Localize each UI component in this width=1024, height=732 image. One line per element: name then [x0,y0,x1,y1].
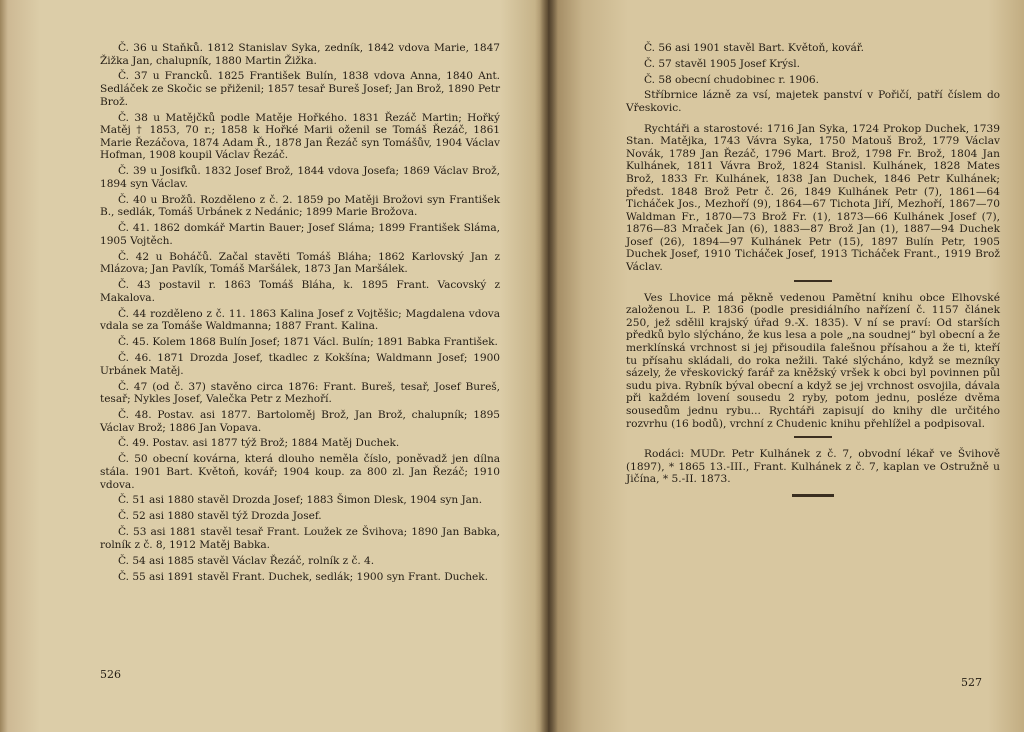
house-entry-36: Č. 36 u Staňků. 1812 Stanislav Syka, zedník, 1842 vdova Marie, 1847 Žižka Jan, chalupník, 1880 Martin Žižka. [100,42,500,67]
house-entry-54: Č. 54 asi 1885 stavěl Václav Řezáč, rolník z č. 4. [118,554,375,567]
house-entry-45: Č. 45. Kolem 1868 Bulín Josef; 1871 Václ. Bulín; 1891 Babka František. [118,336,498,349]
house-entry-50: Č. 50 obecní kovárna, která dlouho neměla číslo, poněvadž jen dílna stála. 1901 Bart. Květoň, kovář; 1904 koup. za 800 zl. Jan Řezáč; 1910 vdova. [100,453,500,491]
house-entry-46: Č. 46. 1871 Drozda Josef, tkadlec z Kokšína; Waldmann Josef; 1900 Urbánek Matěj. [100,352,500,377]
house-entry-55: Č. 55 asi 1891 stavěl Frant. Duchek, sedlák; 1900 syn Frant. Duchek. [118,570,488,583]
house-entry-53: Č. 53 asi 1881 stavěl tesař Frant. Loužek ze Švihova; 1890 Jan Babka, rolník z č. 8, 1912 Matěj Babka. [100,526,500,551]
house-entry-58: Č. 58 obecní chudobinec r. 1906. [644,73,819,86]
house-entry-56: Č. 56 asi 1901 stavěl Bart. Květoň, kovář. [644,42,864,54]
house-entry-49: Č. 49. Postav. asi 1877 týž Brož; 1884 Matěj Duchek. [118,437,400,450]
house-entry-43: Č. 43 postavil r. 1863 Tomáš Bláha, k. 1895 Frant. Vacovský z Makalova. [100,279,500,304]
house-entry-37: Č. 37 u Francků. 1825 František Bulín, 1838 vdova Anna, 1840 Ant. Sedláček ze Skočic se přiženil; 1857 tesař Bureš Josef; Jan Brož, 1890 Petr Brož. [100,70,500,108]
house-entry-47: Č. 47 (od č. 37) stavěno circa 1876: Frant. Bureš, tesař, Josef Bureš, tesař; Nykles Josef, Valečka Petr z Mezhoří. [100,380,500,406]
house-entry-57: Č. 57 stavěl 1905 Josef Krýsl. [644,57,800,70]
section-divider [794,280,832,282]
page-number-left: 526 [100,668,121,681]
right-page [548,0,1024,732]
chronicle-paragraph: Ves Lhovice má pěkně vedenou Pamětní knihu obce Elhovské založenou L. P. 1836 (podle presidiálního nařízení č. 1157 článek 250, jež sdělil krajský úřad 9.-X. 1835). V ní se praví: Od starších předků bylo slýcháno, že kus lesa a pole „na soudnej“ byl obecní a že merklínská vrchnost si jej přisoudila falešnou přísahou a že ti, kteří tu přísahu skládali, do roka nežili. Také slýcháno, když se mezníky sázely, že vřeskovický farář za kněžský vršek k obci byl povinnen půl sudu piva. Rybník býval obecní a když se jej vrchnost osvojila, dávala při každém lovení sousedu 2 ryby, potom jednu, posléze dvěma sousedům jednu rybu... Rychtáři zapisují do knihy dle určitého rozvrhu (16 bodů), vrchní z Chudenic knihu přehlížel a podpisoval. [626,291,1000,430]
mayors-paragraph: Rychtáři a starostové: 1716 Jan Syka, 1724 Prokop Duchek, 1739 Stan. Matějka, 1743 Vávra Syka, 1750 Matouš Brož, 1779 Václav Novák, 1789 Jan Řezáč, 1796 Mart. Brož, 1798 Fr. Brož, 1804 Jan Kulhánek, 1811 Vávra Brož, 1824 Stanisl. Kulhánek, 1828 Mates Brož, 1833 Fr. Kulhánek, 1838 Jan Duchek, 1846 Petr Kulhánek; předst. 1848 Brož Petr č. 26, 1849 Kulhánek Petr (7), 1861—64 Ticháček Jos., Mezhoří (9), 1864—67 Tichota Jiří, Mezhoří, 1867—70 Waldman Fr., 1870—73 Brož Fr. (1), 1873—66 Kulhánek Josef (7), 1876—83 Mraček Jan (6), 1883—87 Brož Jan (1), 1887—94 Duchek Josef (26), 1894—97 Kulhánek Petr (15), 1897 Bulín Petr, 1905 Duchek Josef, 1910 Ticháček Josef, 1913 Ticháček Frant., 1919 Brož Václav. [626,122,1000,274]
house-entry-51: Č. 51 asi 1880 stavěl Drozda Josef; 1883 Šimon Dlesk, 1904 syn Jan. [118,494,483,507]
house-entry-52: Č. 52 asi 1880 stavěl týž Drozda Josef. [118,510,322,523]
book-gutter [540,0,558,732]
section-divider [792,494,834,497]
house-entry-40: Č. 40 u Brožů. Rozděleno z č. 2. 1859 po Matěji Brožovi syn František B., sedlák, Tomáš Urbánek z Nedánic; 1899 Marie Brožova. [100,193,500,219]
house-entry-48: Č. 48. Postav. asi 1877. Bartoloměj Brož, Jan Brož, chalupník; 1895 Václav Brož; 1886 Jan Vopava. [100,409,500,434]
house-entry-41: Č. 41. 1862 domkář Martin Bauer; Josef Sláma; 1899 František Sláma, 1905 Vojtěch. [100,222,500,247]
house-entry-44: Č. 44 rozděleno z č. 11. 1863 Kalina Josef z Vojtěšic; Magdalena vdova vdala se za Tomáše Waldmanna; 1887 Frant. Kalina. [100,307,500,333]
natives-paragraph: Rodáci: MUDr. Petr Kulhánek z č. 7, obvodní lékař ve Švihově (1897), * 1865 13.-III., Frant. Kulhánek z č. 7, kaplan ve Ostružně u Jičína, * 5.-II. 1873. [626,448,1000,486]
spa-entry: Stříbrnice lázně za vsí, majetek panství v Pořičí, patří číslem do Vřeskovic. [626,89,1000,114]
house-entry-42: Č. 42 u Boháčů. Začal stavěti Tomáš Bláha; 1862 Karlovský Jan z Mlázova; Jan Pavlík, Tomáš Maršálek, 1873 Jan Maršálek. [100,250,500,276]
house-entry-39: Č. 39 u Josifků. 1832 Josef Brož, 1844 vdova Josefa; 1869 Václav Brož, 1894 syn Václav. [100,165,500,190]
page-number-right: 527 [961,676,982,689]
house-entry-38: Č. 38 u Matějčků podle Matěje Hořkého. 1831 Řezáč Martin; Hořký Matěj † 1853, 70 r.; 1858 k Hořké Marii oženil se Tomáš Řezáč, 1861 Marie Řezáčova, 1874 Adam Ř., 1878 Jan Řezáč syn Tomášův, 1904 Václav Hofman, 1908 koupil Václav Řezáč. [100,111,500,162]
section-divider [794,436,832,438]
